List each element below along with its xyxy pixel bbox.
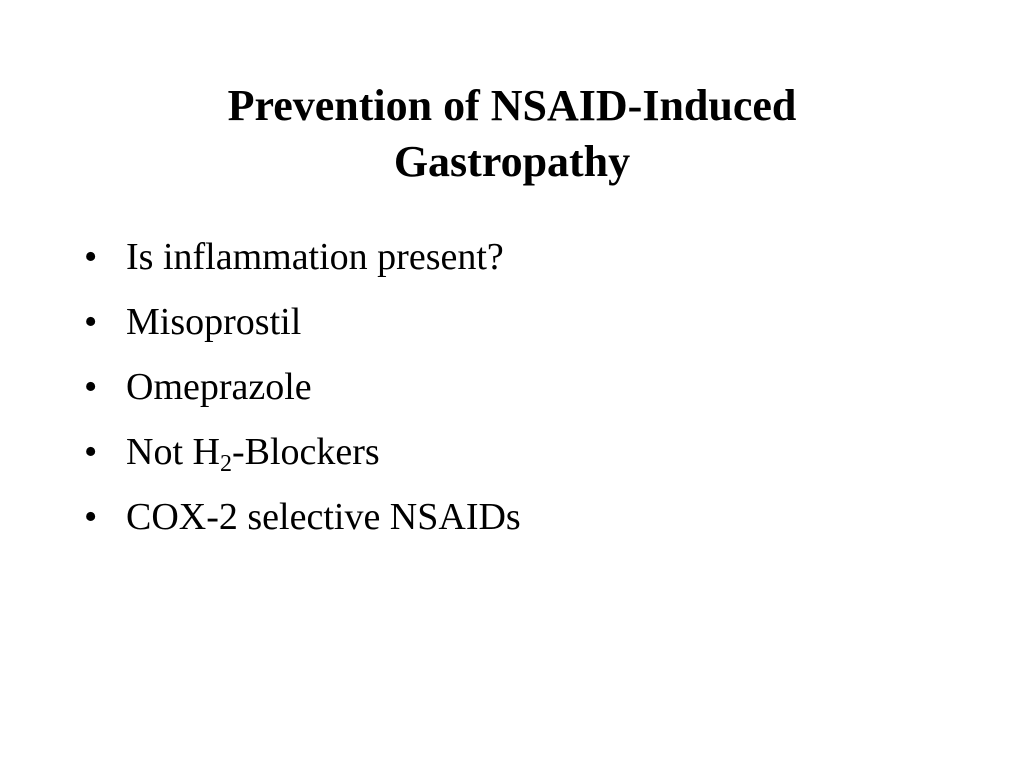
bullet-dot-icon: • xyxy=(84,431,98,473)
bullet-dot-icon: • xyxy=(84,496,98,538)
bullet-dot-icon: • xyxy=(84,236,98,278)
slide-title xyxy=(80,78,944,190)
bullet-text xyxy=(126,431,380,477)
bullet-dot-icon: • xyxy=(84,366,98,408)
bullet-text: COX-2 selective NSAIDs xyxy=(126,496,521,538)
bullet-text-subscript: 2 xyxy=(219,451,232,477)
slide-title-line-2: Gastropathy xyxy=(393,137,631,186)
slide-title-line-1: Prevention of NSAID-Induced xyxy=(227,81,797,130)
bullet-item-omeprazole xyxy=(84,359,964,424)
bullet-item-cox2 xyxy=(84,489,964,554)
bullet-text-prefix: Not H xyxy=(126,431,220,473)
bullet-text: Omeprazole xyxy=(126,366,312,408)
bullet-item-misoprostil xyxy=(84,294,964,359)
bullet-dot-icon: • xyxy=(84,301,98,343)
bullet-item-h2-blockers xyxy=(84,424,964,489)
bullet-list xyxy=(84,229,964,554)
bullet-text-suffix: -Blockers xyxy=(231,431,380,473)
bullet-item-inflammation xyxy=(84,229,964,294)
bullet-text: Is inflammation present? xyxy=(126,236,504,278)
bullet-text: Misoprostil xyxy=(126,301,302,343)
